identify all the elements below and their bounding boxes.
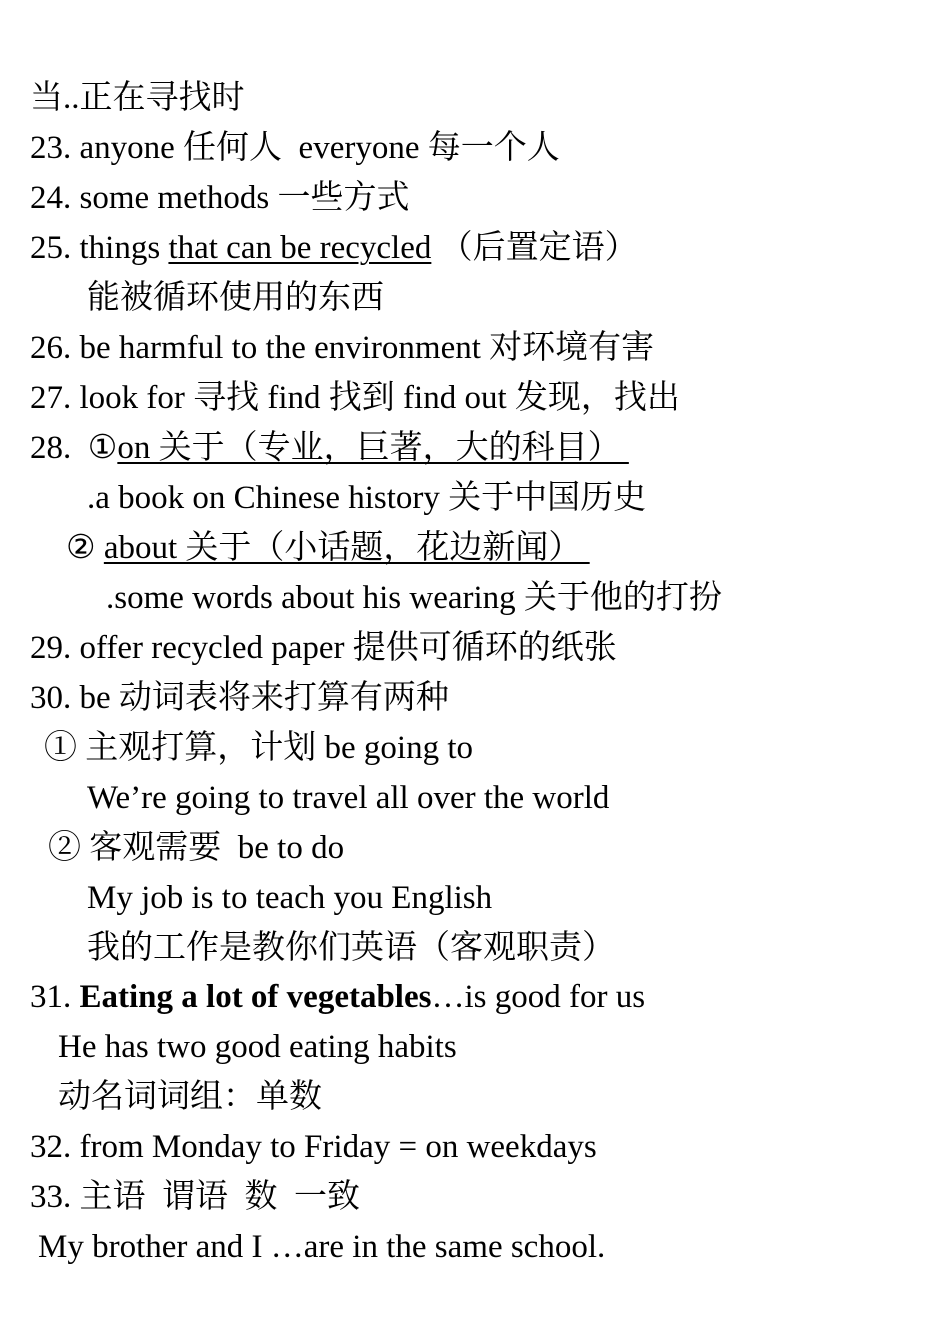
item-30: 30. be 动词表将来打算有两种: [30, 680, 449, 716]
item-28-about: [66, 528, 590, 568]
item-31-number: 31.: [30, 979, 80, 1015]
heading-while-looking: 当..正在寻找时: [30, 80, 245, 116]
item-31-example: He has two good eating habits: [58, 1029, 457, 1065]
item-28-about-rule: about 关于（小话题，花边新闻）: [103, 530, 590, 566]
item-30-subjective: ① 主观打算，计划 be going to: [44, 730, 473, 766]
item-28-on-rule: on 关于（专业，巨著，大的科目）: [117, 430, 629, 466]
item-31: [30, 977, 645, 1017]
item-31-rest: …is good for us: [431, 979, 646, 1015]
item-25-note: （后置定语）: [431, 230, 638, 266]
item-33: 33. 主语 谓语 数 一致: [30, 1179, 360, 1215]
item-30-subjective-example: We’re going to travel all over the world: [87, 780, 610, 816]
item-26: 26. be harmful to the environment 对环境有害: [30, 330, 655, 366]
item-33-example: My brother and I …are in the same school.: [38, 1229, 606, 1265]
item-24: 24. some methods 一些方式: [30, 180, 410, 216]
item-29: 29. offer recycled paper 提供可循环的纸张: [30, 630, 617, 666]
item-30-objective-example: My job is to teach you English: [87, 880, 493, 916]
item-23: 23. anyone 任何人 everyone 每一个人: [30, 130, 560, 166]
item-30-objective: ② 客观需要 be to do: [48, 830, 345, 866]
item-25-prefix: 25. things: [30, 230, 169, 266]
item-31-note: 动名词词组：单数: [58, 1079, 322, 1115]
item-28-example-about: .some words about his wearing 关于他的打扮: [106, 580, 722, 616]
item-25-translation: 能被循环使用的东西: [87, 280, 384, 316]
item-31-bold-subject: Eating a lot of vegetables: [79, 979, 432, 1015]
item-28-about-marker: ②: [66, 530, 104, 566]
item-32: 32. from Monday to Friday = on weekdays: [30, 1129, 597, 1165]
item-30-objective-translation: 我的工作是教你们英语（客观职责）: [87, 930, 615, 966]
item-28-example-on: .a book on Chinese history 关于中国历史: [87, 480, 647, 516]
item-27: 27. look for 寻找 find 找到 find out 发现，找出: [30, 380, 680, 416]
item-28-prefix: 28. ①: [30, 430, 118, 466]
item-28: [30, 428, 629, 468]
item-25-underlined-phrase: that can be recycled: [168, 230, 432, 266]
item-25: [30, 228, 638, 268]
